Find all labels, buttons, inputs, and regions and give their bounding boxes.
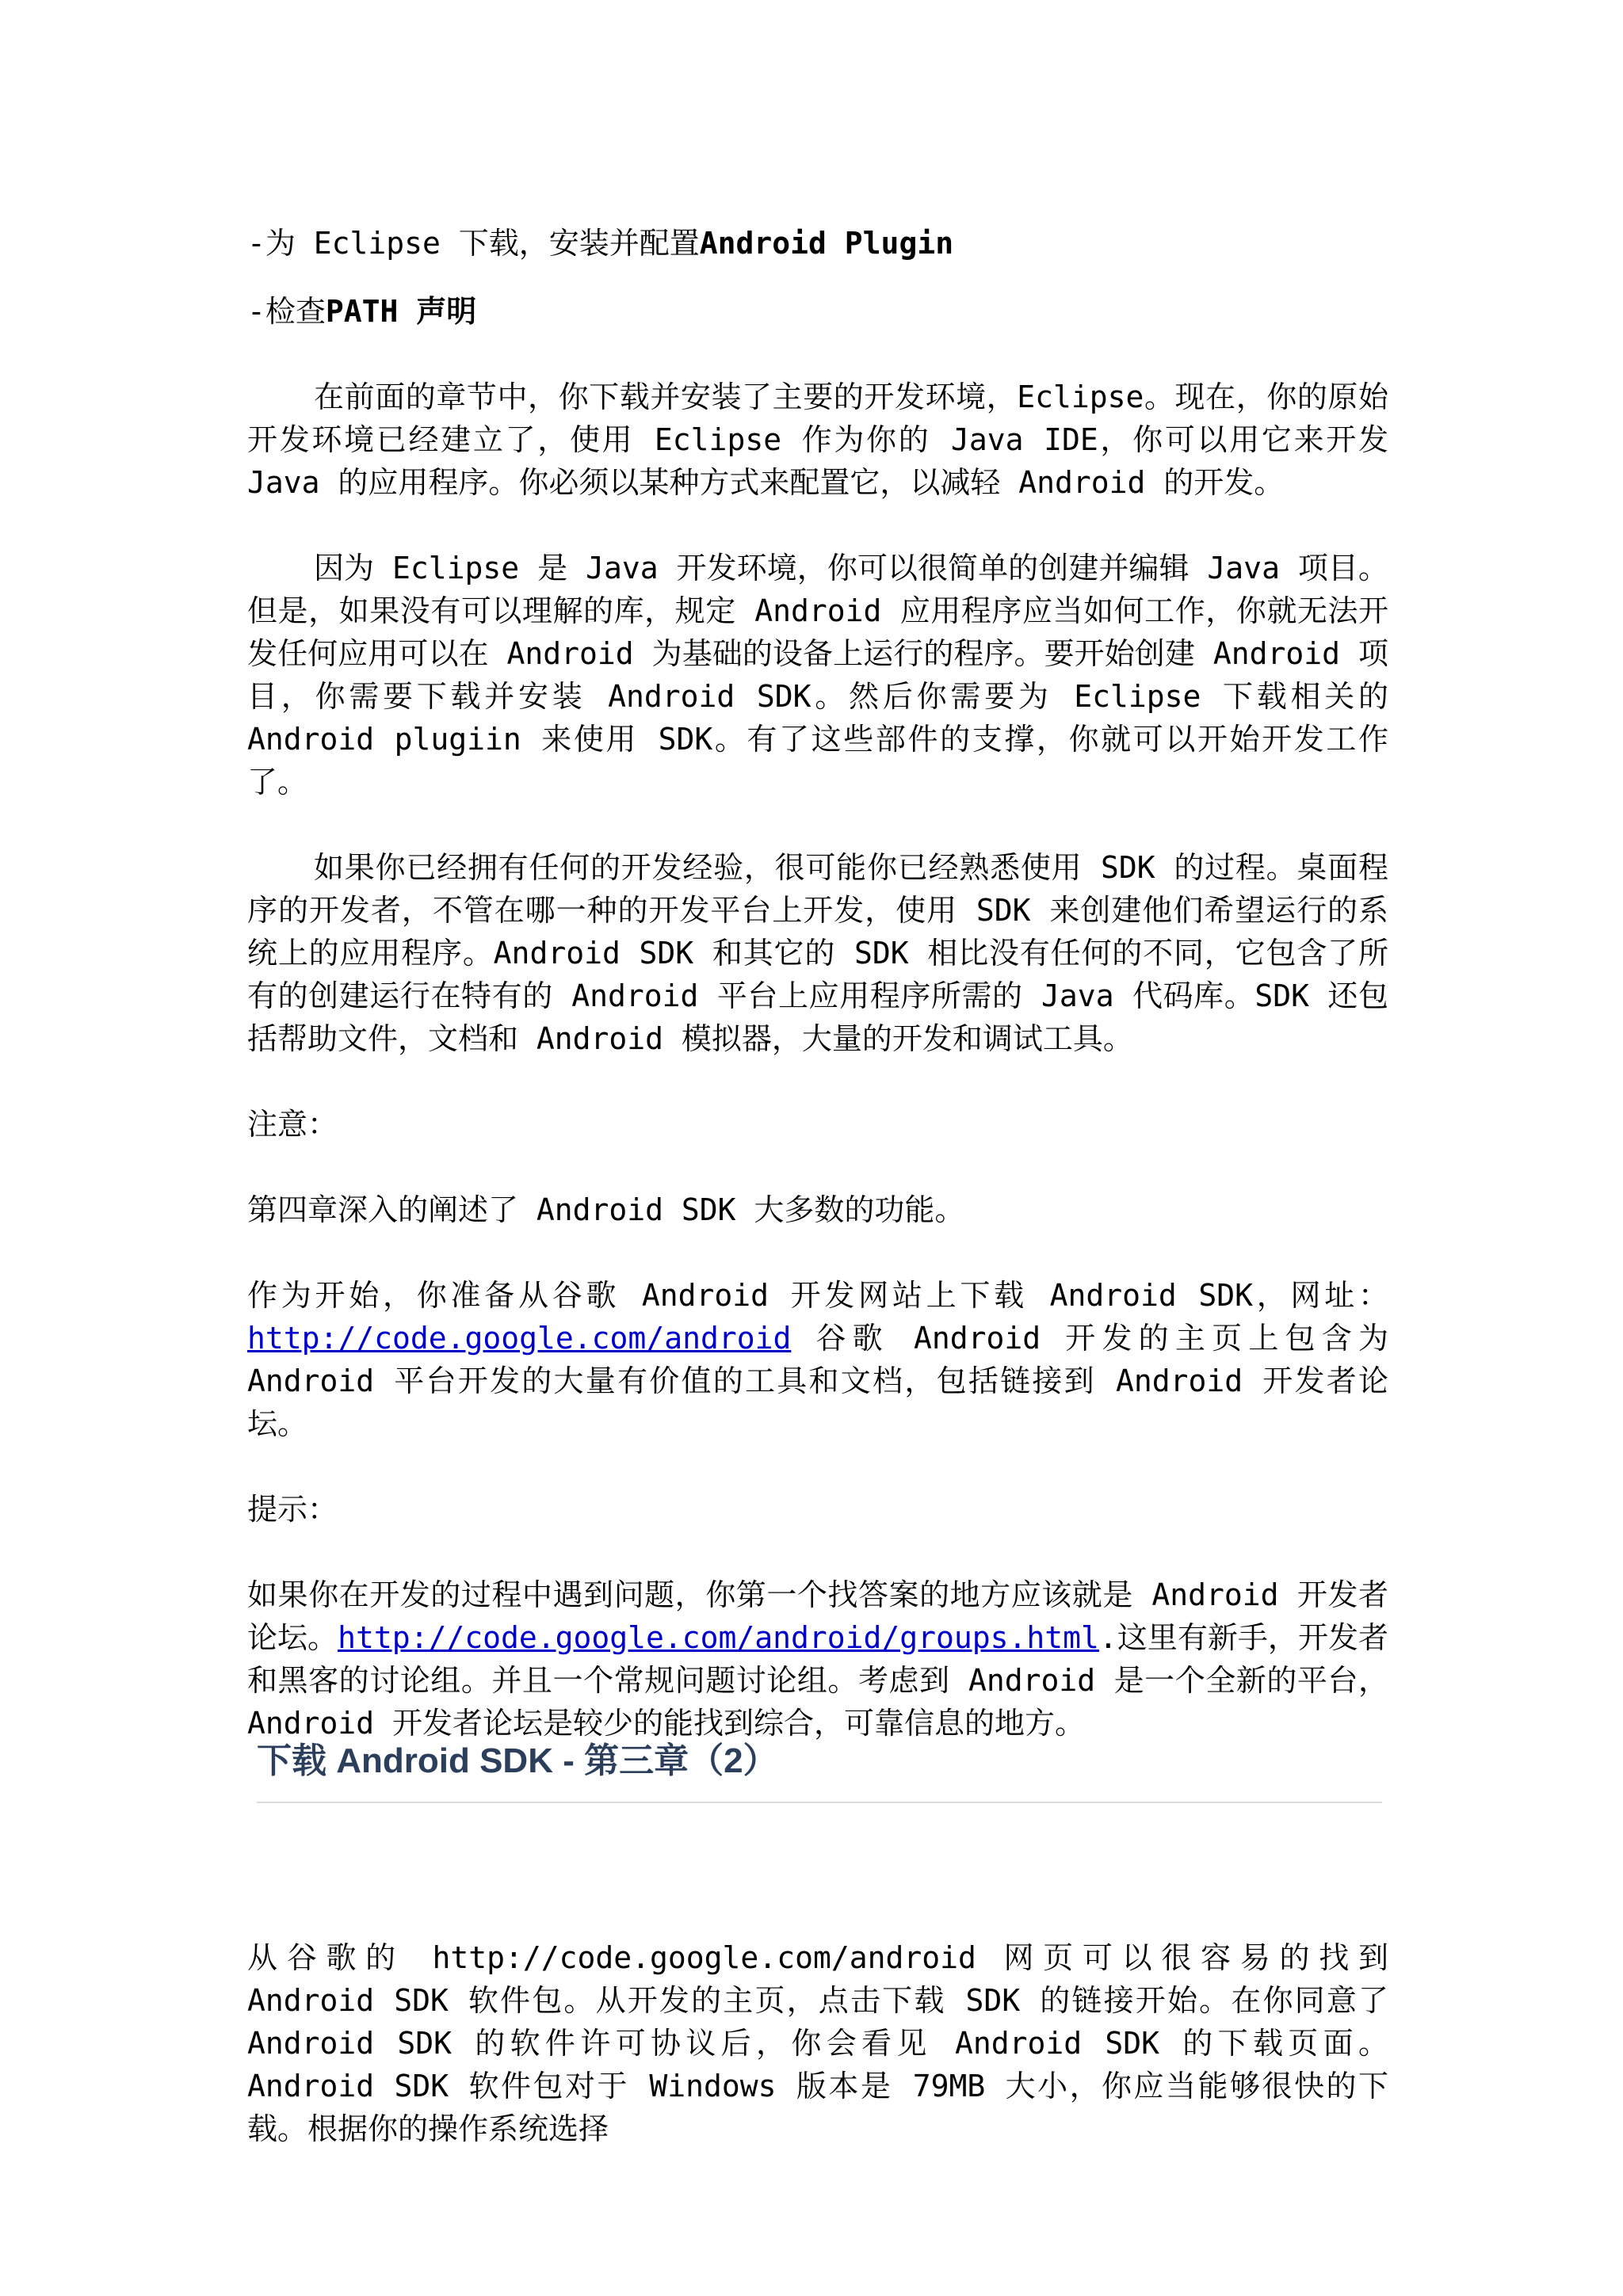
paragraph-sdk-experience: 如果你已经拥有任何的开发经验，很可能你已经熟悉使用 SDK 的过程。桌面程序的开发者，不管在哪一种的开发平台上开发，使用 SDK 来创建他们希望运行的系统上的应用程序。Android SDK 和其它的 SDK 相比没有任何的不同，它包含了所有的创建运行在特有的 Android 平台上应用程序所需的 Java 代码库。SDK 还包括帮助文件，文档和 Android 模拟器，大量的开发和调试工具。 bbox=[247, 850, 1388, 1056]
paragraph-tip bbox=[247, 1573, 1388, 1745]
bullet-check-path-text: -检查 bbox=[247, 294, 326, 329]
tip-suffix: .这里有新手，开发者和黑客的讨论组。并且一个常规问题讨论组。考虑到 Android 是一个全新的平台，Android 开发者论坛是较少的能找到综合，可靠信息的地方。 bbox=[247, 1620, 1388, 1741]
bullet-install-plugin-text: -为 Eclipse 下载，安装并配置 bbox=[247, 226, 700, 261]
bullet-install-plugin-bold: Android Plugin bbox=[699, 226, 954, 261]
bullet-install-plugin bbox=[247, 222, 1388, 265]
document-content bbox=[247, 222, 1388, 1787]
bullet-check-path bbox=[247, 290, 1388, 333]
android-groups-link[interactable]: http://code.google.com/android/groups.html bbox=[338, 1620, 1099, 1655]
start-download-suffix: 谷歌 Android 开发的主页上包含为 Android 平台开发的大量有价值的工具和文档，包括链接到 Android 开发者论坛。 bbox=[247, 1321, 1388, 1441]
paragraph-eclipse-java: 因为 Eclipse 是 Java 开发环境，你可以很简单的创建并编辑 Java 项目。但是，如果没有可以理解的库，规定 Android 应用程序应当如何工作，你就无法开发任何应用可以在 Android 为基础的设备上运行的程序。要开始创建 Android 项目，你需要下载并安装 Android SDK。然后你需要为 Eclipse 下载相关的 Android plugiin 来使用 SDK。有了这些部件的支撑，你就可以开始开发工作了。 bbox=[247, 551, 1388, 799]
paragraph-environment: 在前面的章节中，你下载并安装了主要的开发环境，Eclipse。现在，你的原始开发环境已经建立了，使用 Eclipse 作为你的 Java IDE，你可以用它来开发 Java 的应用程序。你必须以某种方式来配置它，以减轻 Android 的开发。 bbox=[247, 379, 1388, 500]
bullet-check-path-bold: PATH 声明 bbox=[325, 294, 477, 329]
paragraph-start-download bbox=[247, 1274, 1388, 1445]
section-title: 下载 Android SDK - 第三章（2） bbox=[257, 1732, 1382, 1803]
section-body: 从谷歌的 http://code.google.com/android 网页可以很容易的找到 Android SDK 软件包。从开发的主页，点击下载 SDK 的链接开始。在你同意了 Android SDK 的软件许可协议后，你会看见 Android SDK 的下载页面。Android SDK 软件包对于 Windows 版本是 79MB 大小，你应当能够很快的下载。根据你的操作系统选择 bbox=[247, 1940, 1388, 2146]
tip-prefix: 如果你在开发的过程中遇到问题，你第一个找答案的地方应该就是 Android 开发者论坛。 bbox=[247, 1577, 1388, 1655]
android-site-link[interactable]: http://code.google.com/android bbox=[247, 1321, 792, 1356]
note-text: 第四章深入的阐述了 Android SDK 大多数的功能。 bbox=[247, 1192, 965, 1227]
note-label: 注意： bbox=[247, 1107, 338, 1142]
start-download-prefix: 作为开始，你准备从谷歌 Android 开发网站上下载 Android SDK，网址： bbox=[247, 1278, 1388, 1313]
tip-label: 提示： bbox=[247, 1492, 338, 1527]
